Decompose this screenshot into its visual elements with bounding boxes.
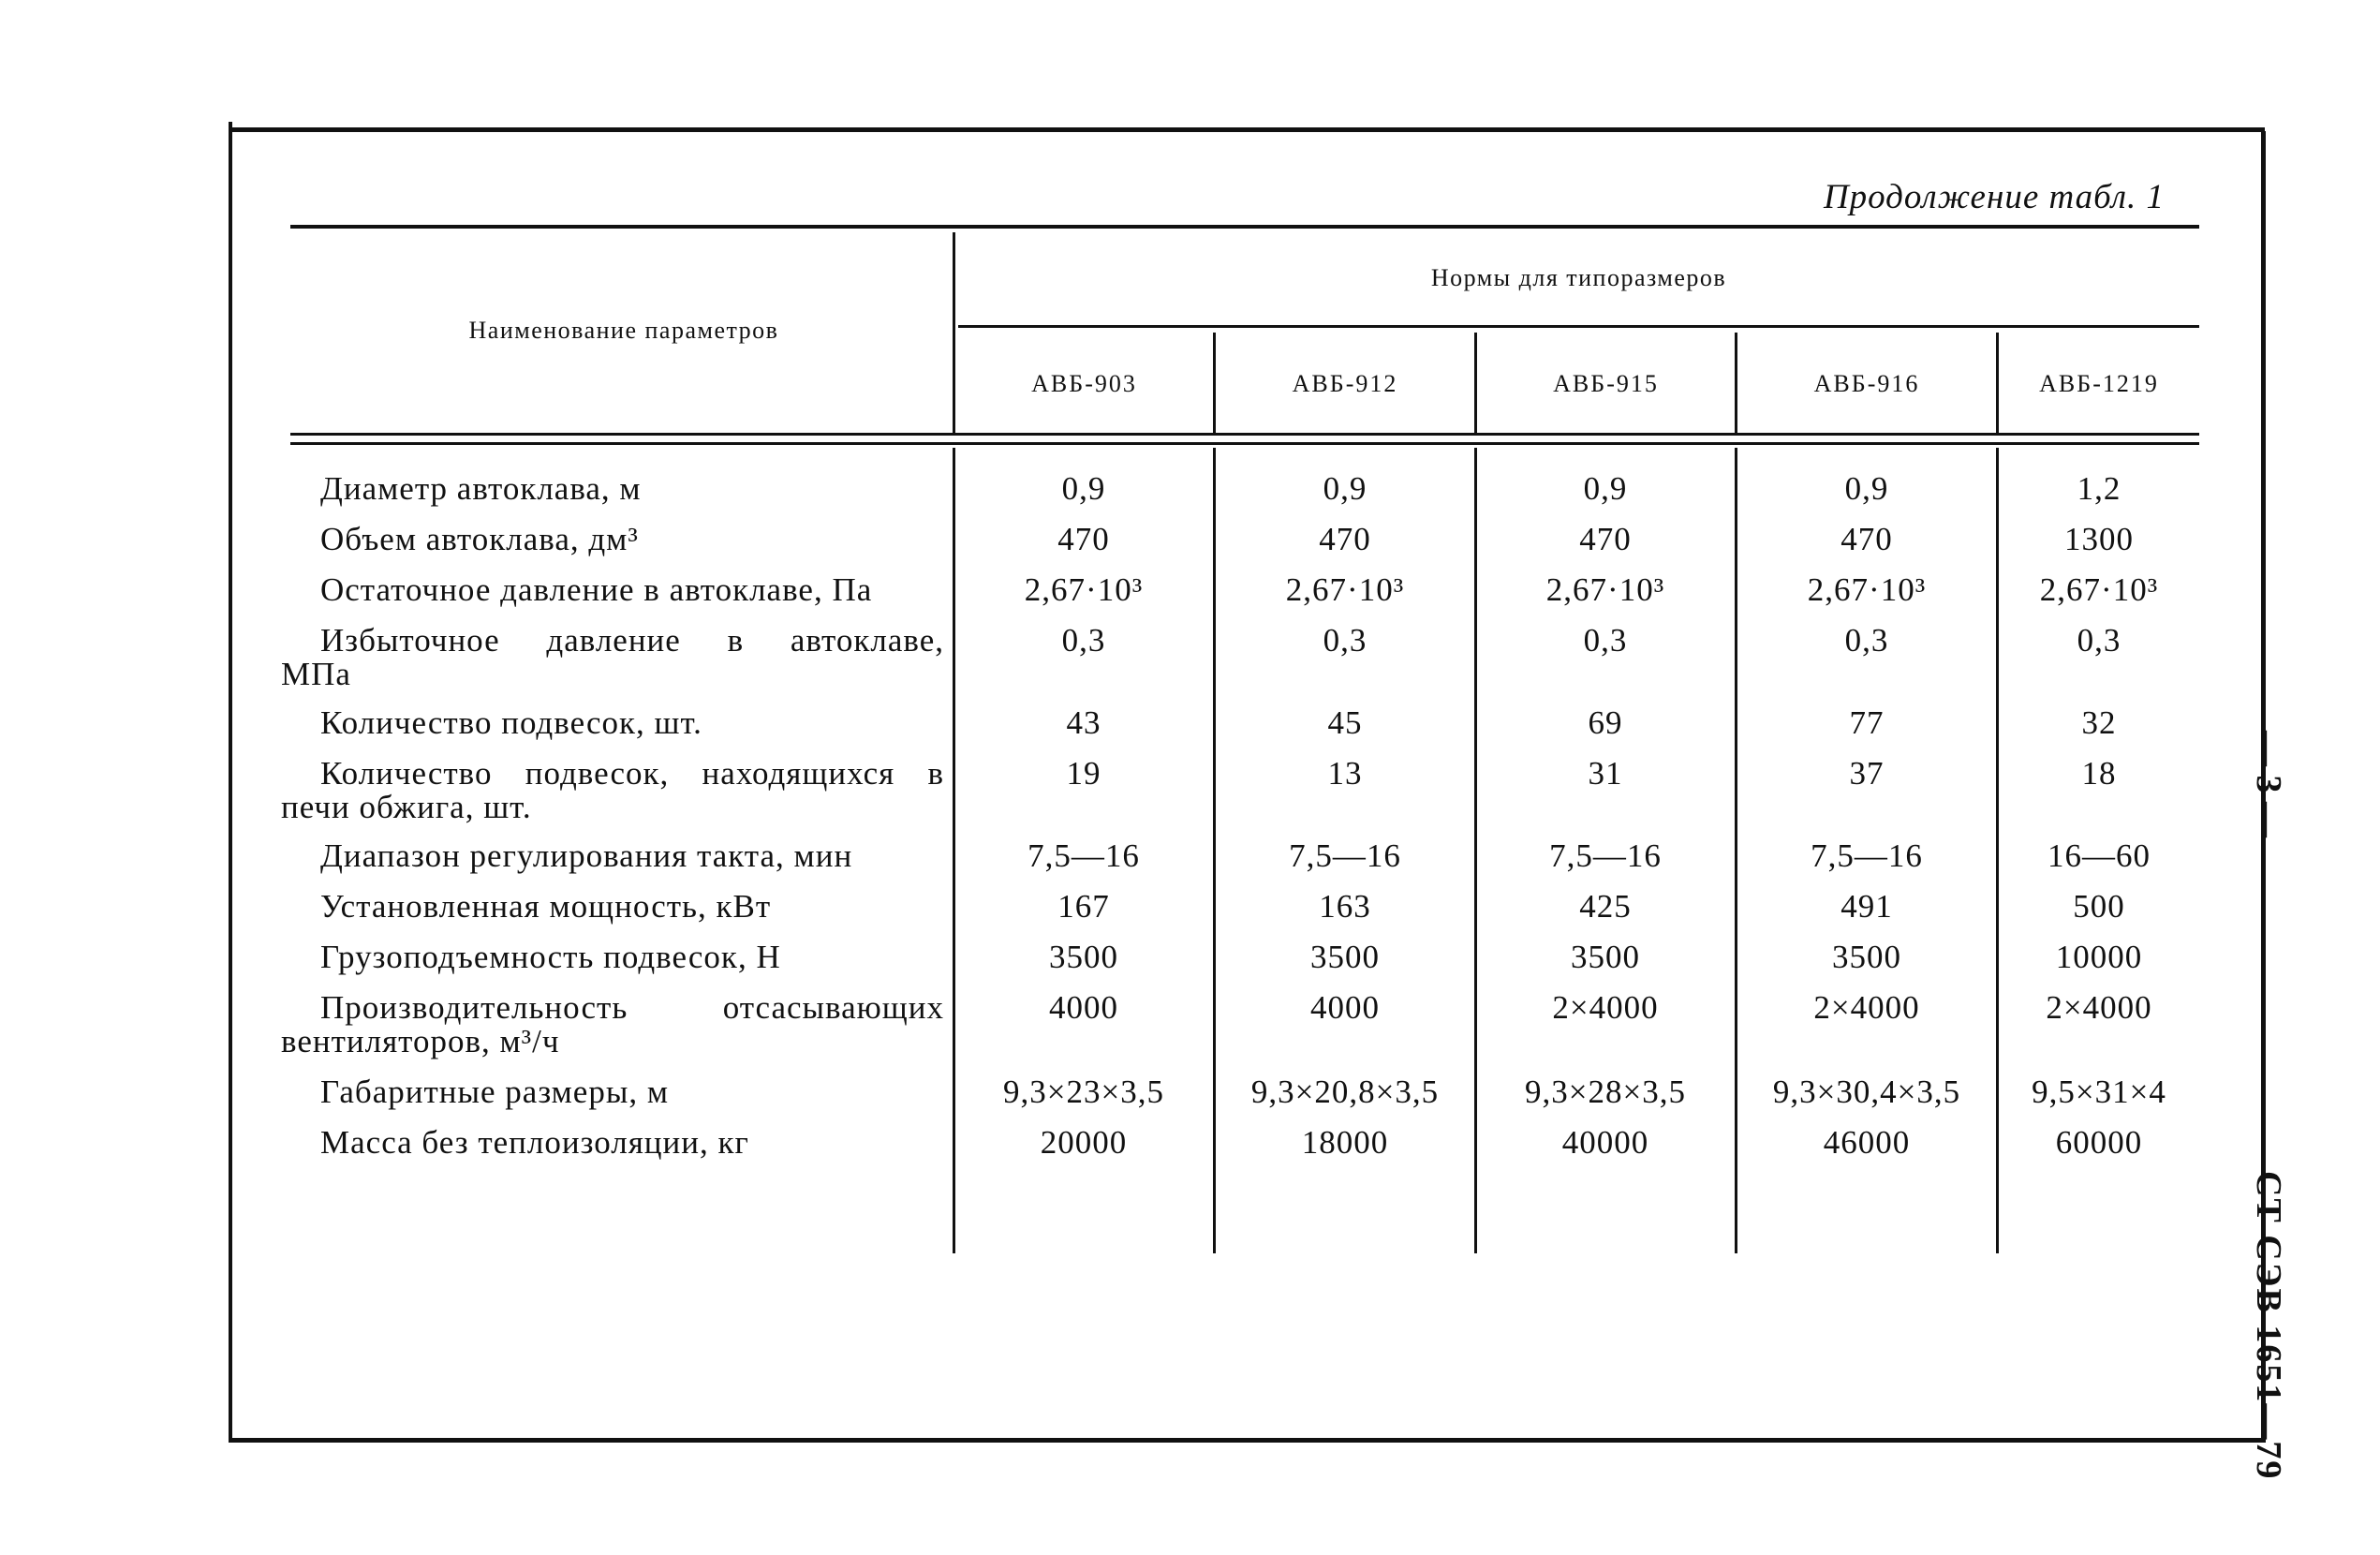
parameters-header: Наименование параметров [468,317,779,344]
table-cell-value: 500 [2073,888,2125,925]
header-bottom-rule [290,433,2199,436]
table-cell-value: 3500 [1832,939,1901,975]
table-row-parameter [281,991,944,1059]
table-row-parameter [281,1075,944,1109]
table-cell-value: 31 [1588,755,1623,792]
page-frame-left-border [229,122,232,1443]
table-cell-value: 10000 [2055,939,2143,975]
table-cell-value: 46000 [1823,1124,1911,1161]
page-frame-top-border [230,127,2265,132]
table-cell-value: 7,5—16 [1549,837,1662,874]
table-cell-value: 7,5—16 [1811,837,1923,874]
table-row-parameter [281,624,944,691]
parameter-label: Диаметр автоклава, м [320,470,642,507]
table-cell-value: 43 [1066,704,1101,741]
page-number: — 3 — [2249,731,2288,837]
table-cell-value: 167 [1057,888,1110,925]
page-frame-bottom-border [230,1438,2265,1443]
table-cell-value: 3500 [1049,939,1118,975]
table-cell-value: 3500 [1571,939,1640,975]
table-cell-value: 470 [1057,521,1110,557]
parameter-label-continuation: МПа [281,656,351,692]
column-header: АВБ-915 [1553,370,1659,397]
table-cell-value: 60000 [2055,1124,2143,1161]
table-cell-value: 16—60 [2047,837,2151,874]
norms-header-rule [958,325,2199,328]
table-cell-value: 19 [1066,755,1101,792]
column-header: АВБ-916 [1813,370,1920,397]
table-cell-value: 18 [2081,755,2117,792]
table-cell-value: 2,67·10³ [1807,571,1927,608]
table-cell-value: 4000 [1049,989,1118,1026]
table-row-parameter [281,472,944,506]
table-cell-value: 0,3 [1844,622,1889,659]
table-cell-value: 18000 [1301,1124,1389,1161]
table-cell-value: 13 [1327,755,1363,792]
parameter-label: Габаритные размеры, м [320,1074,670,1110]
table-cell-value: 2,67·10³ [1024,571,1144,608]
table-cell-value: 9,3×30,4×3,5 [1772,1074,1961,1110]
parameter-label: Избыточное давление в автоклаве, [320,622,944,659]
parameter-label: Масса без теплоизоляции, кг [320,1124,749,1161]
table-cell-value: 0,9 [1844,470,1889,507]
table-row-parameter [281,573,944,607]
table-row-parameter [281,890,944,924]
table-cell-value: 2×4000 [2046,989,2152,1026]
table-cell-value: 2,67·10³ [1545,571,1665,608]
table-row-parameter [281,940,944,974]
header-bottom-rule-second [290,442,2199,445]
column-header: АВБ-1219 [2039,370,2159,397]
table-row-parameter [281,1126,944,1160]
table-cell-value: 2×4000 [1552,989,1659,1026]
table-cell-value: 0,3 [1061,622,1106,659]
norms-header: Нормы для типоразмеров [1430,264,1727,291]
parameter-label: Остаточное давление в автоклаве, Па [320,571,873,608]
table-cell-value: 470 [1840,521,1893,557]
parameter-label: Объем автоклава, дм³ [320,521,639,557]
table-cell-value: 2,67·10³ [2039,571,2159,608]
table-cell-value: 9,3×28×3,5 [1525,1074,1686,1110]
table-cell-value: 9,3×23×3,5 [1003,1074,1164,1110]
parameter-label: Производительность отсасывающих [320,989,944,1026]
table-cell-value: 0,9 [1061,470,1106,507]
table-cell-value: 0,3 [2077,622,2121,659]
table-cell-value: 163 [1319,888,1371,925]
table-cell-value: 1300 [2064,521,2134,557]
parameter-label: Грузоподъемность подвесок, Н [320,939,781,975]
column-header: АВБ-912 [1292,370,1398,397]
table-cell-value: 0,9 [1323,470,1367,507]
table-cell-value: 1,2 [2077,470,2121,507]
column-header: АВБ-903 [1031,370,1137,397]
table-cell-value: 45 [1327,704,1363,741]
parameter-label: Количество подвесок, находящихся в [320,755,944,792]
table-cell-value: 0,9 [1583,470,1628,507]
table-cell-value: 4000 [1310,989,1380,1026]
table-cell-value: 425 [1579,888,1632,925]
table-row-parameter [281,706,944,740]
table-cell-value: 32 [2081,704,2117,741]
table-row-parameter [281,839,944,873]
table-cell-value: 2,67·10³ [1285,571,1405,608]
parameter-label: Диапазон регулирования такта, мин [320,837,853,874]
table-cell-value: 470 [1319,521,1371,557]
table-cell-value: 0,3 [1323,622,1367,659]
table-cell-value: 9,5×31×4 [2032,1074,2166,1110]
table-cell-value: 69 [1588,704,1623,741]
table-row-parameter [281,757,944,824]
table-top-rule [290,225,2199,229]
table-cell-value: 7,5—16 [1289,837,1401,874]
parameter-label: Количество подвесок, шт. [320,704,702,741]
parameter-label-continuation: печи обжига, шт. [281,789,532,825]
parameter-label: Установленная мощность, кВт [320,888,772,925]
table-cell-value: 37 [1849,755,1885,792]
table-cell-value: 2×4000 [1813,989,1920,1026]
table-cell-value: 0,3 [1583,622,1628,659]
table-cell-value: 491 [1840,888,1893,925]
table-cell-value: 7,5—16 [1027,837,1140,874]
table-cell-value: 3500 [1310,939,1380,975]
table-cell-value: 77 [1849,704,1885,741]
table-cell-value: 9,3×20,8×3,5 [1250,1074,1440,1110]
table-cell-value: 470 [1579,521,1632,557]
table-row-parameter [281,523,944,556]
parameter-label-continuation: вентиляторов, м³/ч [281,1023,560,1059]
table-caption: Продолжение табл. 1 [1823,178,2165,216]
table-cell-value: 40000 [1561,1124,1649,1161]
standard-designation: СТ СЭВ 1651—79 [2249,1171,2288,1481]
table-cell-value: 20000 [1040,1124,1128,1161]
